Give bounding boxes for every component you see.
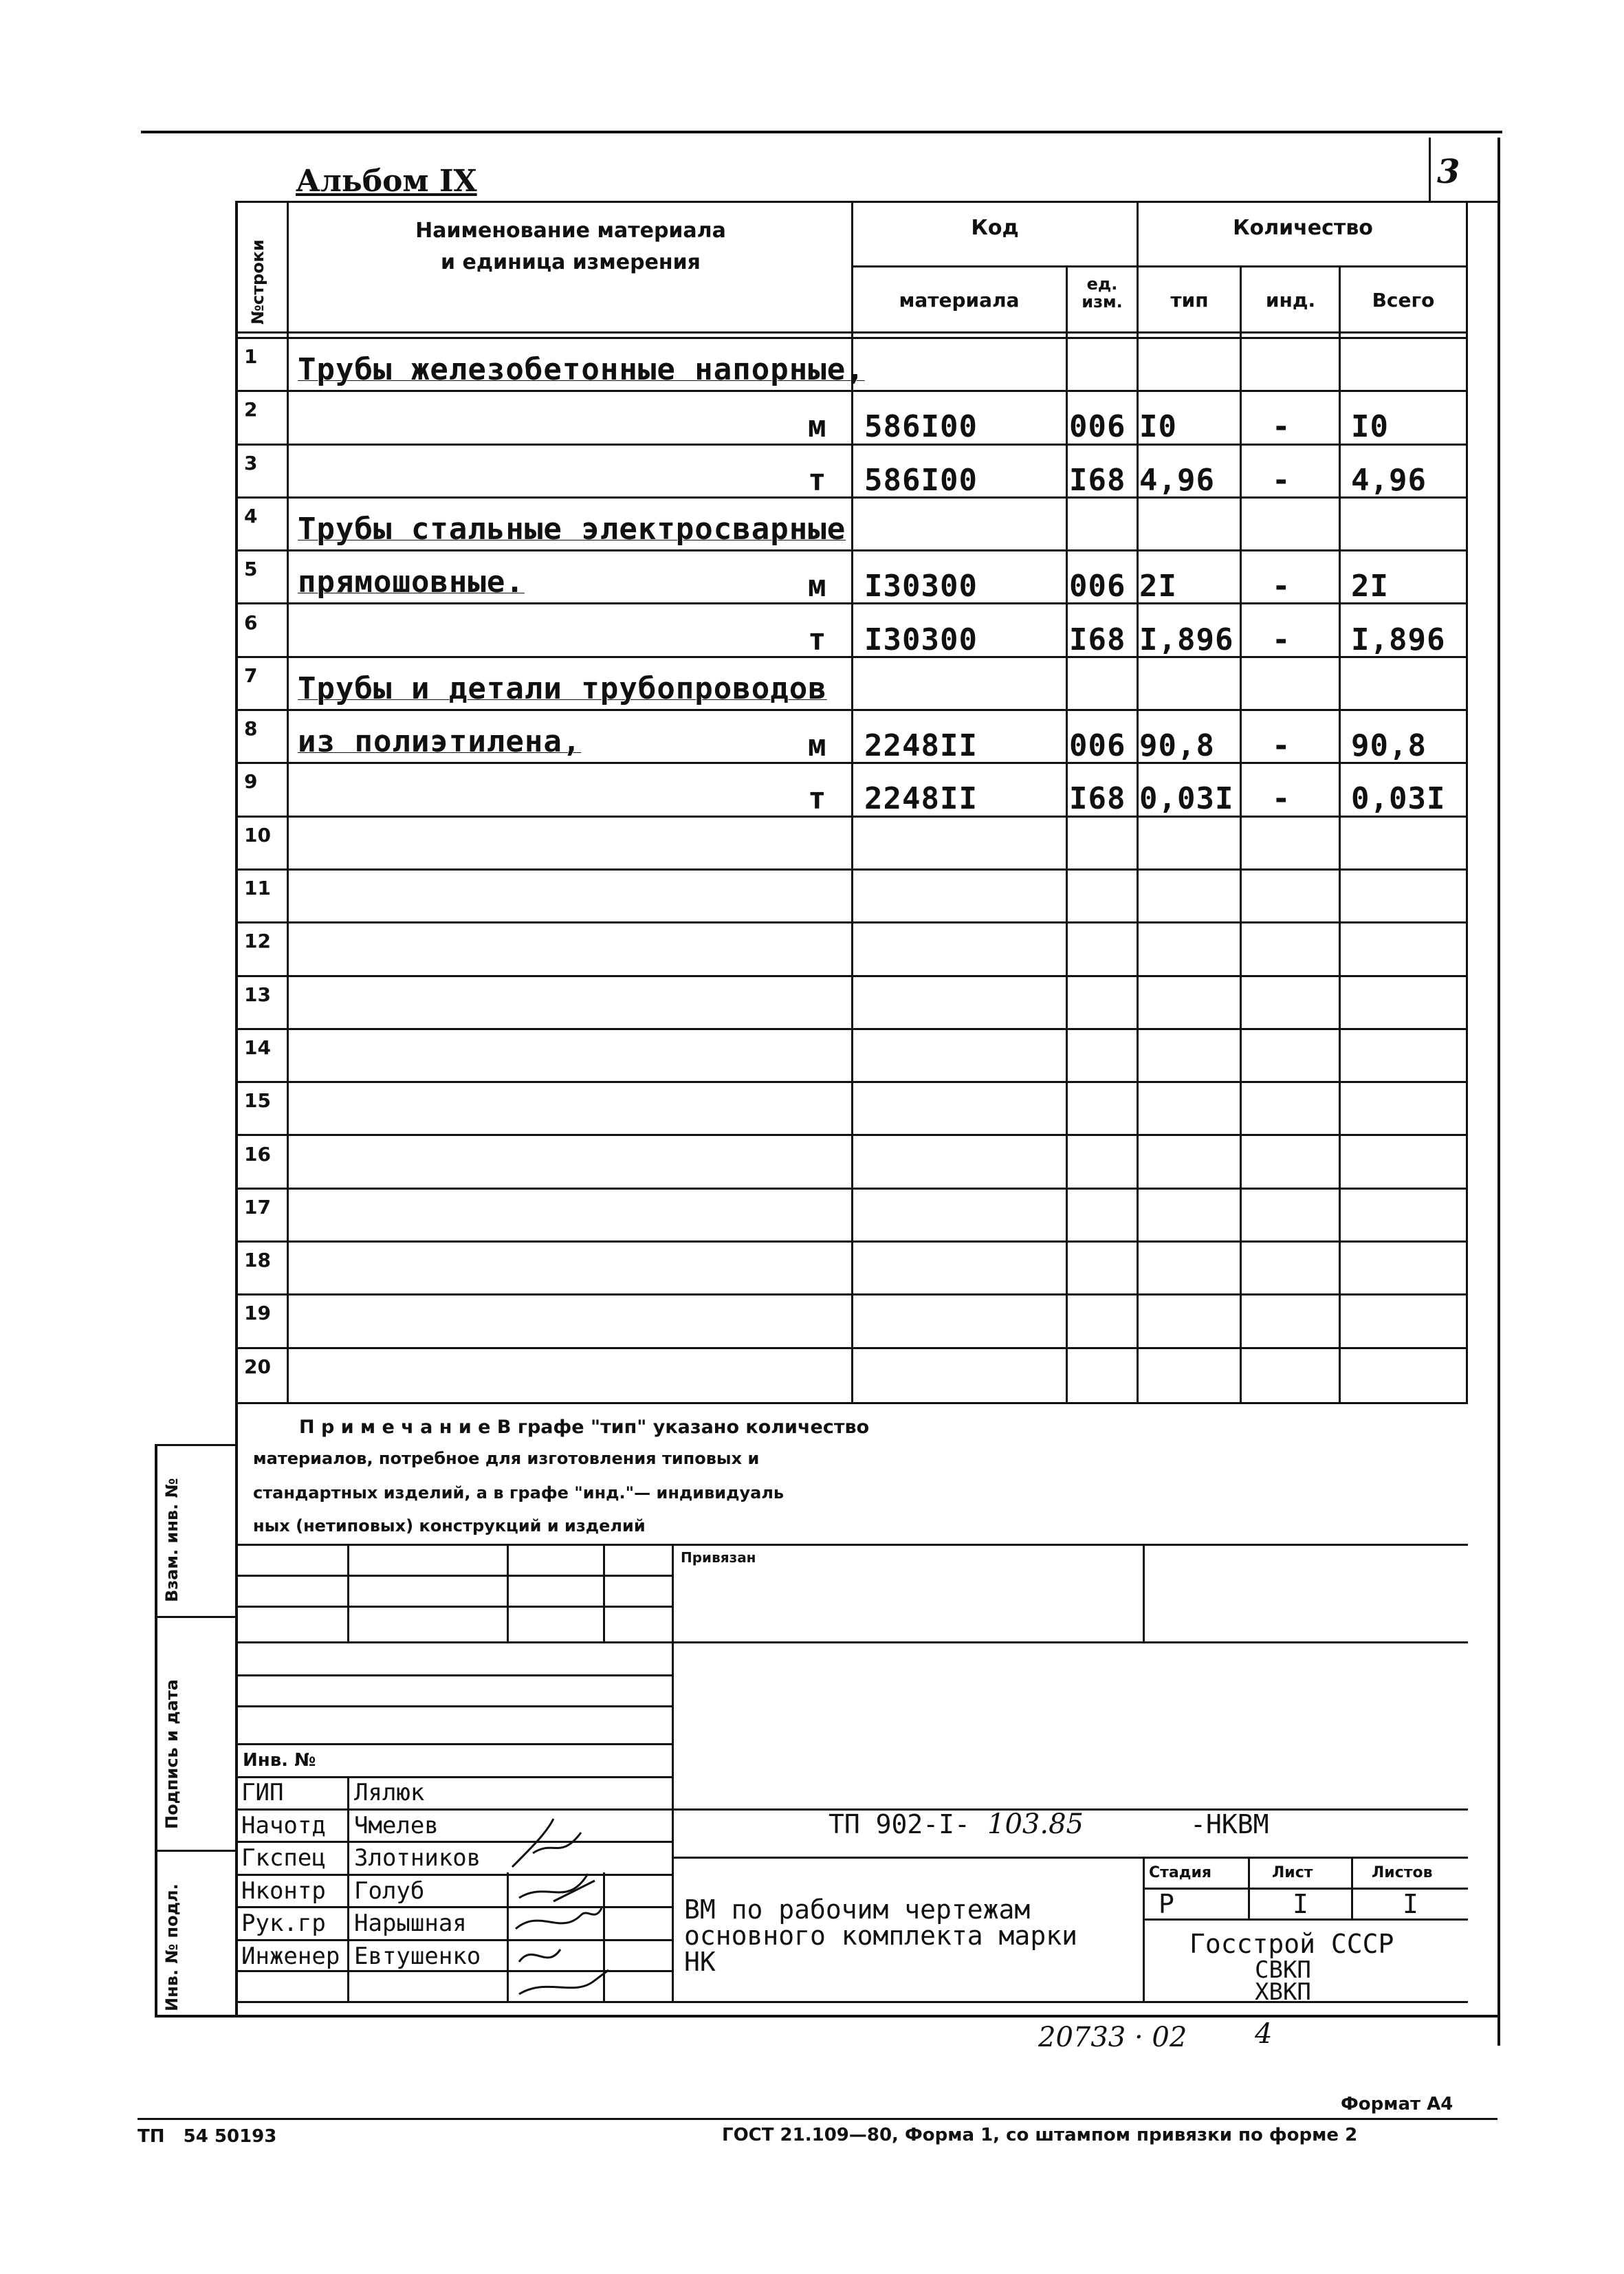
row-number: 16 <box>244 1142 271 1166</box>
designation-suffix: -НКВМ <box>1190 1809 1269 1839</box>
unit-code-cell: I68 <box>1069 622 1126 657</box>
qty-ind-cell: - <box>1272 728 1291 764</box>
table-row <box>237 817 1468 870</box>
table-row <box>237 763 1468 816</box>
doc-title-line-1: ВМ по рабочим чертежам <box>684 1894 1031 1925</box>
unit-cell: м <box>808 569 827 604</box>
qty-ind-header: инд. <box>1265 289 1316 311</box>
qty-total-cell: 0,03I <box>1351 781 1446 817</box>
qty-total-cell: I,896 <box>1351 622 1446 657</box>
material-code-cell: I30300 <box>864 622 978 657</box>
table-row <box>237 870 1468 923</box>
row-number: 3 <box>244 451 258 474</box>
qty-ind-cell: - <box>1272 409 1291 445</box>
designation-handwritten: 103.85 <box>987 1808 1084 1840</box>
unit-code-cell: 006 <box>1069 728 1126 764</box>
note-line-1: П р и м е ч а н и е В графе "тип" указано количество <box>299 1417 870 1438</box>
qty-ind-cell: - <box>1272 462 1291 498</box>
table-row <box>237 1295 1468 1348</box>
person-role: Рук.гр <box>241 1910 326 1937</box>
designation <box>829 1808 1269 1840</box>
table-row <box>237 551 1468 604</box>
doc-title-line-3: НК <box>684 1947 716 1977</box>
unit-cell: т <box>808 462 827 498</box>
code-material-header: материала <box>899 289 1020 311</box>
row-number: 1 <box>244 345 258 368</box>
qty-ind-cell: - <box>1272 569 1291 604</box>
qty-type-cell: I,896 <box>1139 622 1234 657</box>
qty-type-header: тип <box>1170 289 1209 311</box>
table-row <box>237 391 1468 444</box>
material-name: из полиэтилена, <box>298 724 582 760</box>
name-header: Наименование материала <box>415 219 726 243</box>
person-role: Инженер <box>241 1942 340 1970</box>
person-name: Евтушенко <box>354 1942 481 1970</box>
org-line-1: Госстрой СССР <box>1189 1929 1394 1959</box>
material-code-cell: 2248II <box>864 781 978 817</box>
title-block <box>237 1544 1468 2015</box>
unit-code-cell: I68 <box>1069 781 1126 817</box>
table-row <box>237 976 1468 1029</box>
inv-no-label: Инв. № <box>243 1750 316 1771</box>
handwritten-sheet: 4 <box>1255 2018 1273 2050</box>
name-header-line2: и единица измерения <box>441 250 701 274</box>
album-title: Альбом IX <box>296 164 477 199</box>
qty-ind-cell: - <box>1272 781 1291 817</box>
table-row <box>237 923 1468 976</box>
table-row <box>237 1189 1468 1242</box>
table-row <box>237 604 1468 657</box>
footer-left: ТП 54 50193 <box>138 2126 277 2147</box>
person-name: Чмелев <box>354 1811 439 1839</box>
row-number: 19 <box>244 1302 271 1325</box>
unit-code-cell: I68 <box>1069 462 1126 498</box>
row-number: 6 <box>244 611 258 634</box>
material-name: Трубы стальные электросварные <box>298 511 846 547</box>
row-number: 20 <box>244 1355 271 1378</box>
sheets-label: Листов <box>1372 1864 1433 1881</box>
qty-total-cell: 2I <box>1351 569 1389 604</box>
material-name: прямошовные. <box>298 565 525 600</box>
side-label-vzam: Взам. инв. № <box>162 1478 182 1602</box>
qty-total-cell: 4,96 <box>1351 462 1427 498</box>
unit-cell: м <box>808 409 827 445</box>
format-label: Формат А4 <box>1341 2094 1453 2114</box>
unit-code-cell: 006 <box>1069 569 1126 604</box>
table-row <box>237 498 1468 551</box>
doc-title-line-2: основного комплекта марки <box>684 1921 1077 1951</box>
person-name: Нарышная <box>354 1910 467 1937</box>
person-role: Начотд <box>241 1811 326 1839</box>
row-number: 11 <box>244 877 271 899</box>
side-label-podpis: Подпись и дата <box>162 1679 182 1829</box>
org-line-2: СВКП <box>1255 1956 1311 1984</box>
row-number: 15 <box>244 1089 271 1113</box>
qty-type-cell: 4,96 <box>1139 462 1215 498</box>
qty-total-header: Всего <box>1372 289 1435 311</box>
table-row <box>237 1136 1468 1189</box>
table-row <box>237 338 1468 391</box>
signatures <box>505 1805 643 2004</box>
material-name: Трубы и детали трубопроводов <box>298 670 827 706</box>
row-number: 14 <box>244 1036 271 1059</box>
row-number: 17 <box>244 1195 271 1218</box>
row-number: 18 <box>244 1249 271 1272</box>
unit-cell: т <box>808 781 827 817</box>
row-number: 10 <box>244 823 271 846</box>
side-label-inv: Инв. № подл. <box>162 1883 182 2011</box>
page-number: 3 <box>1437 153 1460 191</box>
sheets-value: I <box>1403 1889 1418 1919</box>
person-name: Лялюк <box>354 1779 425 1806</box>
material-code-cell: 586I00 <box>864 409 978 445</box>
stage-label: Стадия <box>1149 1864 1212 1881</box>
row-number: 5 <box>244 558 258 581</box>
sheet-label: Лист <box>1272 1864 1313 1881</box>
qty-type-cell: 0,03I <box>1139 781 1234 817</box>
table-row <box>237 657 1468 710</box>
designation-prefix: ТП 902-I- <box>829 1809 970 1839</box>
note-line-2: материалов, потребное для изготовления типовых и <box>253 1449 760 1468</box>
row-number: 12 <box>244 930 271 953</box>
person-name: Голуб <box>354 1877 425 1905</box>
row-number: 7 <box>244 664 258 687</box>
person-role: Гкспец <box>241 1844 326 1872</box>
material-code-cell: I30300 <box>864 569 978 604</box>
person-name: Злотников <box>354 1844 481 1872</box>
row-number: 13 <box>244 983 271 1006</box>
qty-type-cell: 2I <box>1139 569 1177 604</box>
qty-total-cell: 90,8 <box>1351 728 1427 764</box>
stage-value: Р <box>1159 1889 1174 1919</box>
table-row <box>237 445 1468 498</box>
material-code-cell: 586I00 <box>864 462 978 498</box>
material-code-cell: 2248II <box>864 728 978 764</box>
person-role: ГИП <box>241 1779 284 1806</box>
footer-right: ГОСТ 21.109—80, Форма 1, со штампом привязки по форме 2 <box>722 2125 1358 2145</box>
privyazan-label: Привязан <box>681 1549 756 1566</box>
row-number-header: №строки <box>248 239 267 325</box>
unit-code-cell: 006 <box>1069 409 1126 445</box>
table-row <box>237 1348 1468 1401</box>
qty-type-cell: I0 <box>1139 409 1177 445</box>
unit-cell: т <box>808 622 827 657</box>
table-row <box>237 1242 1468 1295</box>
row-number: 4 <box>244 504 258 527</box>
qty-total-cell: I0 <box>1351 409 1389 445</box>
qty-ind-cell: - <box>1272 622 1291 657</box>
qty-type-cell: 90,8 <box>1139 728 1215 764</box>
note-line-3: стандартных изделий, а в графе "инд."— индивидуаль <box>253 1483 784 1502</box>
material-name: Трубы железобетонные напорные, <box>298 352 865 387</box>
person-role: Нконтр <box>241 1877 326 1905</box>
table-row <box>237 710 1468 763</box>
table-row <box>237 1082 1468 1135</box>
note-line-4: ных (нетиповых) конструкций и изделий <box>253 1516 646 1535</box>
code-unit-header: ед. изм. <box>1082 274 1123 311</box>
row-number: 2 <box>244 398 258 422</box>
quantity-header: Количество <box>1233 216 1373 240</box>
row-number: 8 <box>244 717 258 741</box>
unit-cell: м <box>808 728 827 764</box>
code-header: Код <box>971 216 1019 240</box>
org-line-3: ХВКП <box>1255 1978 1311 2006</box>
sheet-value: I <box>1293 1889 1308 1919</box>
handwritten-number: 20733 · 02 <box>1038 2022 1187 2053</box>
table-row <box>237 1029 1468 1082</box>
materials-table <box>237 201 1468 1404</box>
row-number: 9 <box>244 770 258 794</box>
